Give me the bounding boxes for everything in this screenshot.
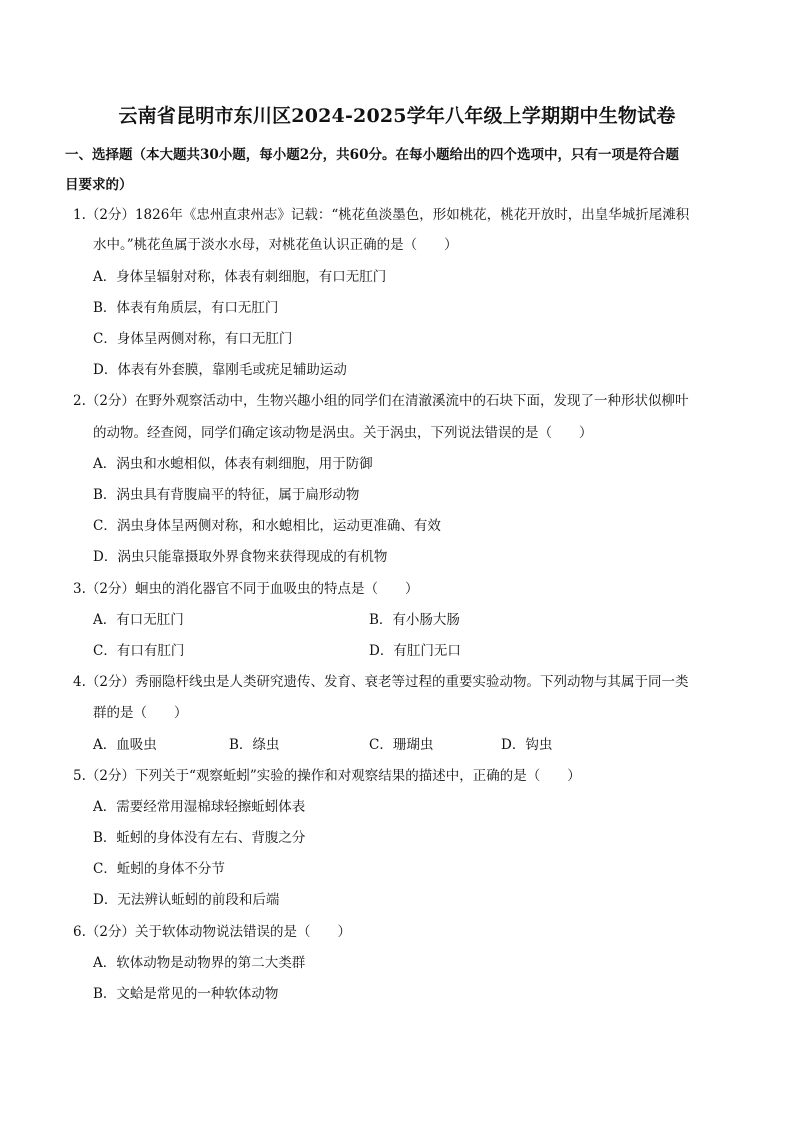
question-3-option-c: C．有口有肛门 <box>93 643 185 659</box>
question-4-option-a: A．血吸虫 <box>93 737 157 753</box>
question-1-stem-cont: 水中。”桃花鱼属于淡水水母，对桃花鱼认识正确的是（ ） <box>93 237 458 253</box>
question-6-option-b: B．文蛤是常见的一种软体动物 <box>93 986 279 1002</box>
question-5-option-d: D．无法辨认蚯蚓的前段和后端 <box>93 892 280 908</box>
question-3-option-b: B．有小肠大肠 <box>369 612 460 628</box>
question-4-option-c: C．珊瑚虫 <box>369 737 434 753</box>
question-4-stem: 4.（2分）秀丽隐杆线虫是人类研究遗传、发育、衰老等过程的重要实验动物。下列动物与其属于同一类 <box>73 674 689 690</box>
question-4-stem-cont: 群的是（ ） <box>93 705 188 721</box>
question-2-stem-cont: 的动物。经查阅，同学们确定该动物是涡虫。关于涡虫，下列说法错误的是（ ） <box>93 425 593 441</box>
question-5-option-b: B．蚯蚓的身体没有左右、背腹之分 <box>93 830 306 846</box>
question-3-stem: 3.（2分）蛔虫的消化器官不同于血吸虫的特点是（ ） <box>73 581 419 597</box>
question-2-stem: 2.（2分）在野外观察活动中，生物兴趣小组的同学们在清澈溪流中的石块下面，发现了一种形状似柳叶 <box>73 393 689 409</box>
section-header <box>65 140 725 200</box>
question-1-option-d: D．体表有外套膜，靠刚毛或疣足辅助运动 <box>93 362 347 378</box>
question-2-option-a: A．涡虫和水螅相似，体表有刺细胞，用于防御 <box>93 456 373 472</box>
question-1-option-a: A．身体呈辐射对称，体表有刺细胞，有口无肛门 <box>93 269 387 285</box>
question-1-option-b: B．体表有角质层，有口无肛门 <box>93 300 279 316</box>
page-title: 云南省昆明市东川区2024-2025学年八年级上学期期中生物试卷 <box>118 105 676 127</box>
question-5-option-c: C．蚯蚓的身体不分节 <box>93 861 225 877</box>
question-6-option-a: A．软体动物是动物界的第二大类群 <box>93 955 306 971</box>
question-1-option-c: C．身体呈两侧对称，有口无肛门 <box>93 331 293 347</box>
question-1-stem: 1.（2分）1826年《忠州直隶州志》记载：“桃花鱼淡墨色，形如桃花，桃花开放时，出皇华城折尾滩积 <box>73 207 690 223</box>
question-5-option-a: A．需要经常用湿棉球轻擦蚯蚓体表 <box>93 799 306 815</box>
question-6-stem: 6.（2分）关于软体动物说法错误的是（ ） <box>73 924 351 940</box>
question-2-option-b: B．涡虫具有背腹扁平的特征，属于扁形动物 <box>93 487 360 503</box>
question-3-option-a: A．有口无肛门 <box>93 612 184 628</box>
question-3-option-d: D．有肛门无口 <box>369 643 461 659</box>
question-2-option-c: C．涡虫身体呈两侧对称，和水螅相比，运动更准确、有效 <box>93 518 441 534</box>
question-4-option-b: B．绦虫 <box>229 737 280 753</box>
question-5-stem: 5.（2分）下列关于“观察蚯蚓”实验的操作和对观察结果的描述中，正确的是（ ） <box>73 768 581 784</box>
section-header-line2: 目要求的） <box>65 177 133 193</box>
section-header-line1: 一、选择题（本大题共30小题，每小题2分，共60分。在每小题给出的四个选项中，只有一项是符合题 <box>65 147 679 163</box>
question-2-option-d: D．涡虫只能靠摄取外界食物来获得现成的有机物 <box>93 549 388 565</box>
question-4-option-d: D．钩虫 <box>501 737 553 753</box>
